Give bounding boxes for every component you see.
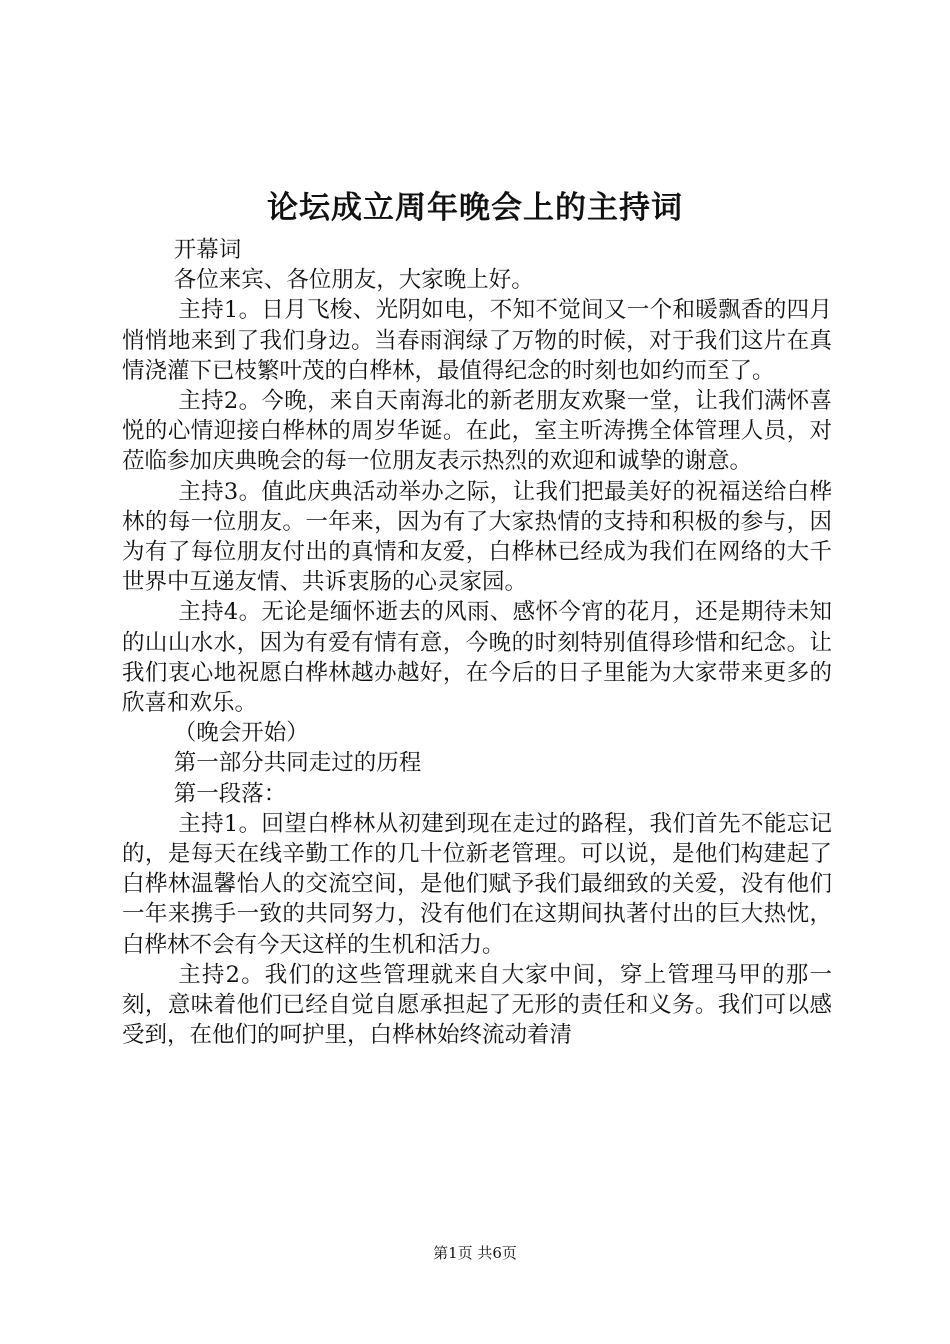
paragraph-host-4: 主持4。无论是缅怀逝去的风雨、感怀今宵的花月，还是期待未知的山山水水，因为有爱有情有意，今晚的时刻特别值得珍惜和纪念。让我们衷心地祝愿白桦林越办越好，在今后的日子里能为大家带来更多的欣喜和欢乐。 bbox=[122, 599, 832, 717]
document-body bbox=[122, 235, 832, 1050]
paragraph-host-1: 主持1。日月飞梭、光阴如电，不知不觉间又一个和暖飘香的四月悄悄地来到了我们身边。当春雨润绿了万物的时候，对于我们这片在真情浇灌下已枝繁叶茂的白桦林，最值得纪念的时刻也如约而至了。 bbox=[122, 297, 832, 384]
paragraph-part-one-heading: 第一部分共同走过的历程 bbox=[173, 750, 422, 777]
paragraph-opening-heading: 开幕词 bbox=[173, 237, 242, 263]
paragraph-gala-start: （晚会开始） bbox=[173, 720, 309, 747]
paragraph-section-one-heading: 第一段落： bbox=[173, 780, 287, 807]
paragraph-section-host-1: 主持1。回望白桦林从初建到现在走过的路程，我们首先不能忘记的，是每天在线辛勤工作的几十位新老管理。可以说，是他们构建起了白桦林温馨怡人的交流空间，是他们赋予我们最细致的关爱，没有他们一年来携手一致的共同努力，没有他们在这期间执著付出的巨大热忱，白桦林不会有今天这样的生机和活力。 bbox=[122, 810, 832, 958]
page-number-footer: 第1页 共6页 bbox=[433, 1244, 517, 1262]
document-title: 论坛成立周年晚会上的主持词 bbox=[267, 190, 683, 226]
paragraph-greeting: 各位来宾、各位朋友，大家晚上好。 bbox=[173, 267, 534, 294]
paragraph-host-2: 主持2。今晚，来自天南海北的新老朋友欢聚一堂，让我们满怀喜悦的心情迎接白桦林的周岁华诞。在此，室主听涛携全体管理人员，对莅临参加庆典晚会的每一位朋友表示热烈的欢迎和诚挚的谢意。 bbox=[122, 388, 832, 475]
paragraph-host-3: 主持3。值此庆典活动举办之际，让我们把最美好的祝福送给白桦林的每一位朋友。一年来，因为有了大家热情的支持和积极的参与，因为有了每位朋友付出的真情和友爱，白桦林已经成为我们在网络的大千世界中互递友情、共诉衷肠的心灵家园。 bbox=[122, 478, 832, 596]
paragraph-section-host-2: 主持2。我们的这些管理就来自大家中间，穿上管理马甲的那一刻，意味着他们已经自觉自愿承担起了无形的责任和义务。我们可以感受到，在他们的呵护里，白桦林始终流动着清 bbox=[122, 961, 832, 1049]
